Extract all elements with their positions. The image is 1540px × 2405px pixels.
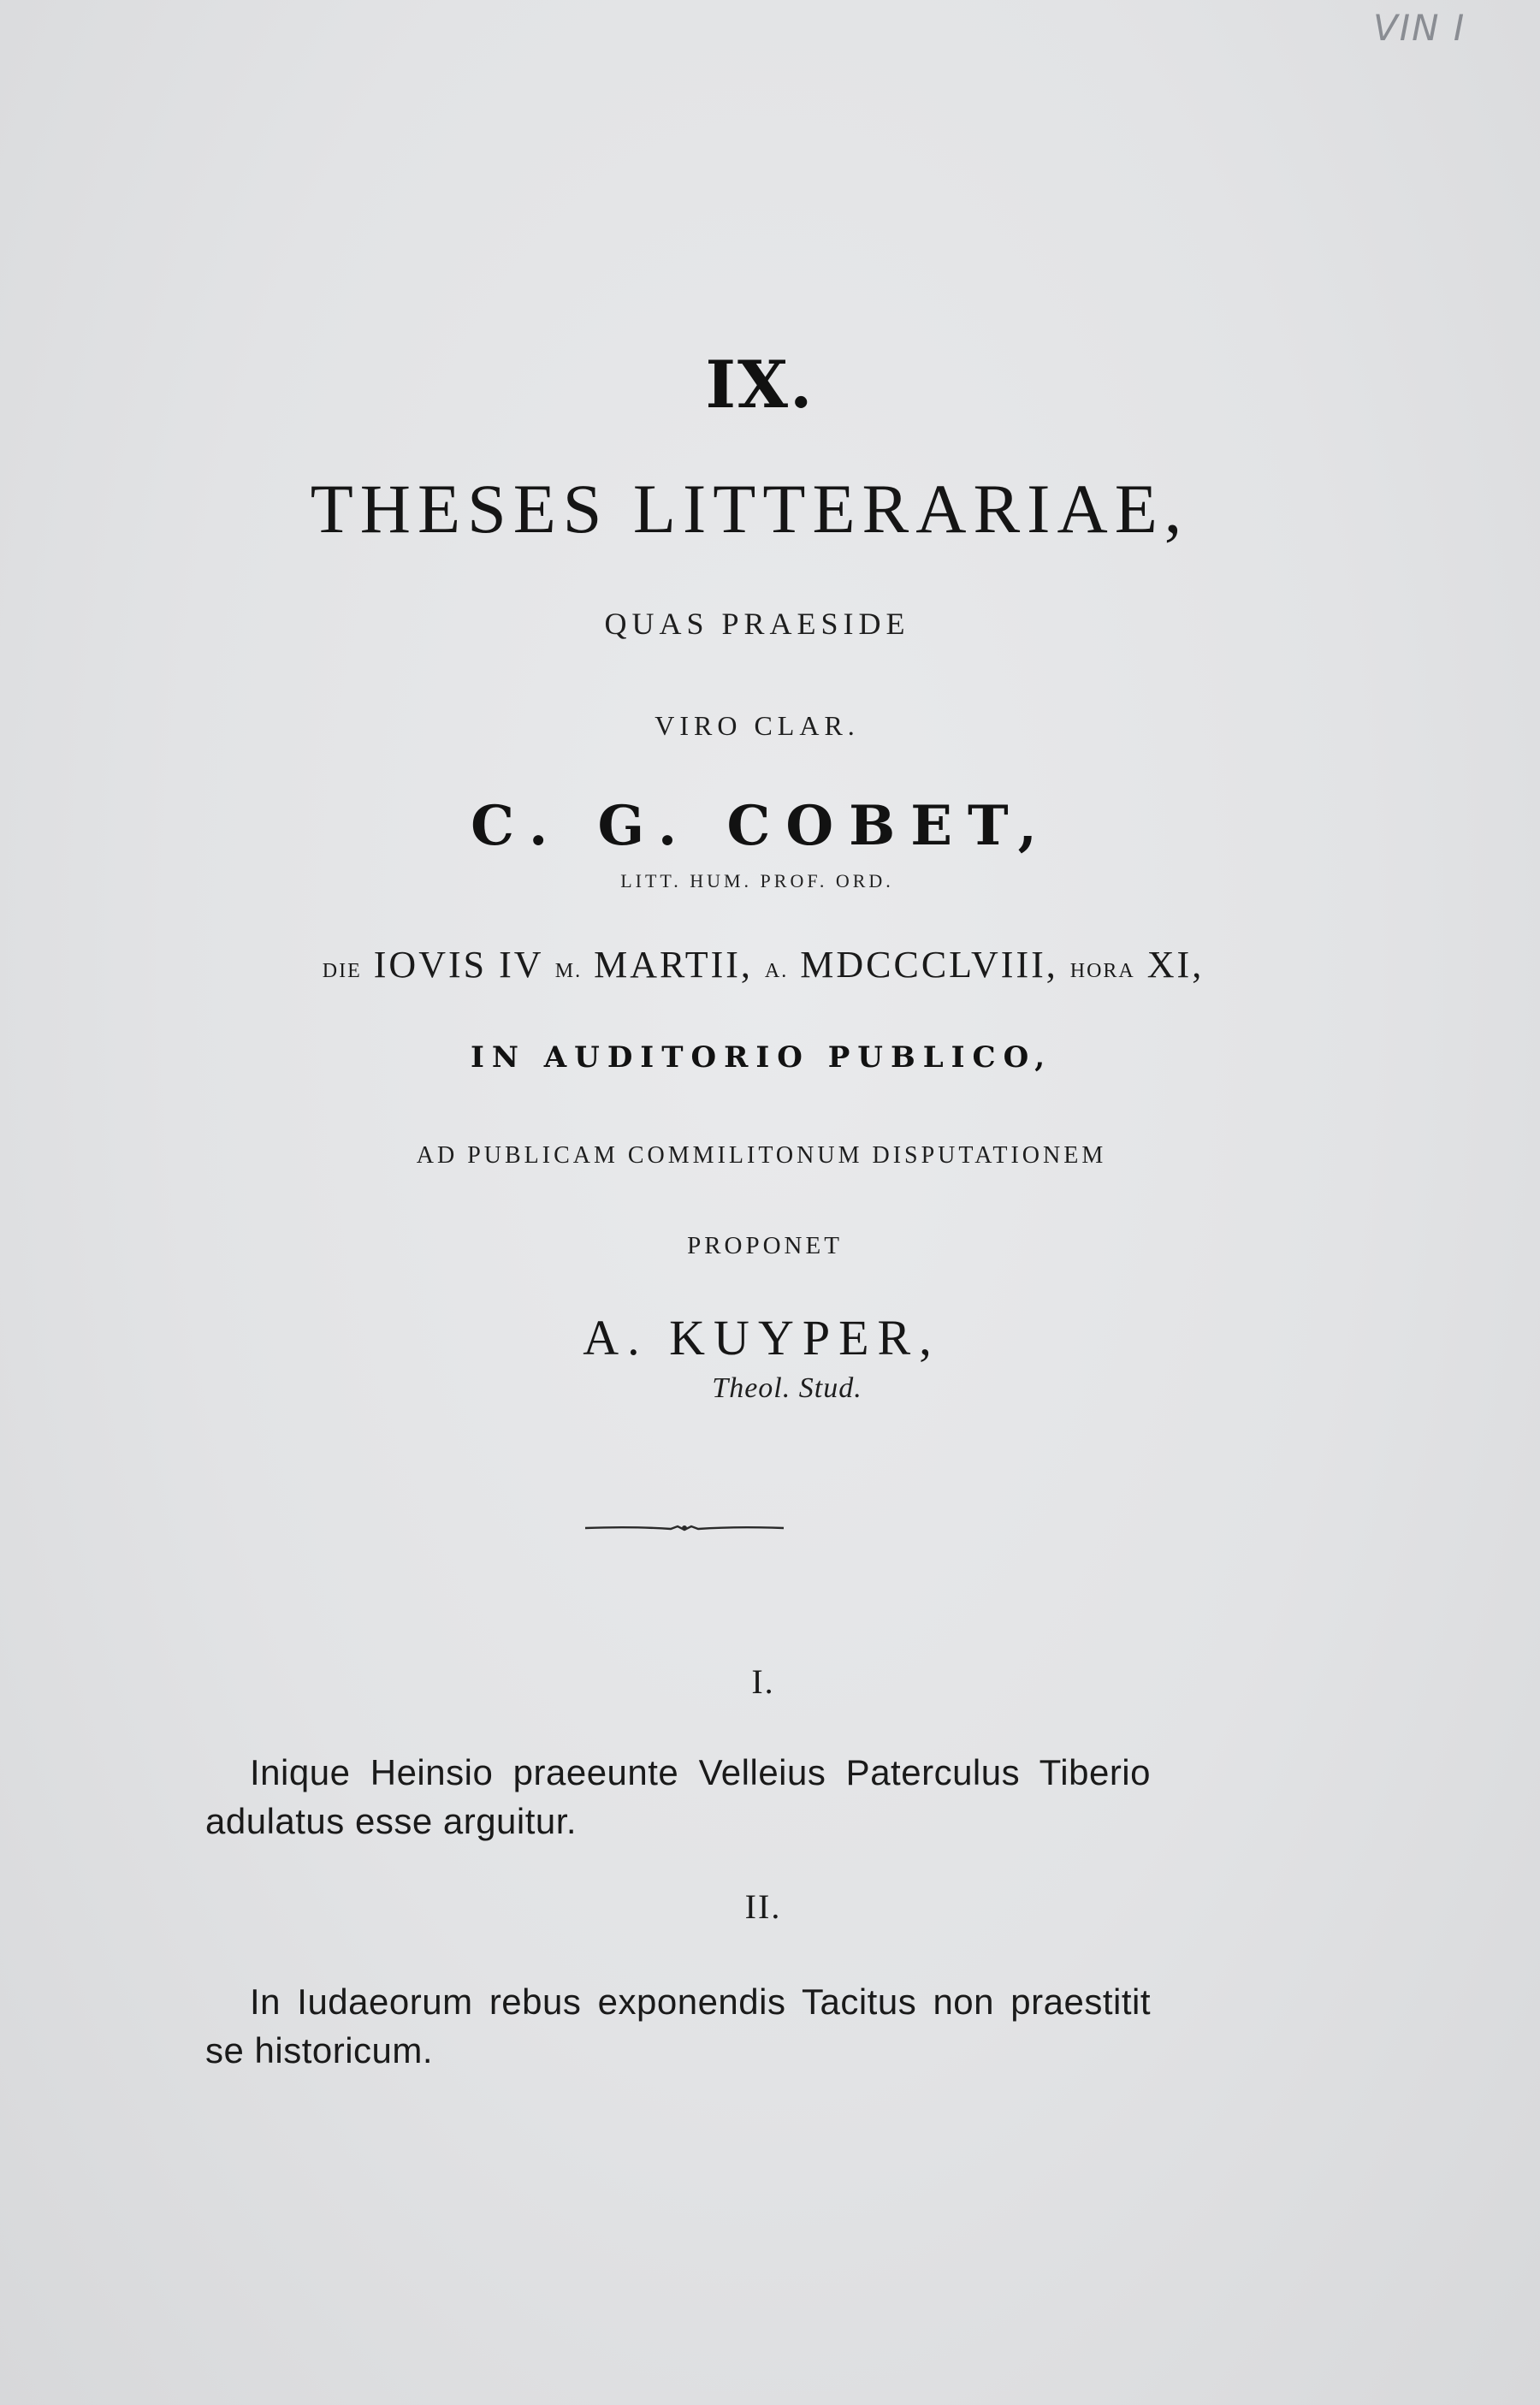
- thesis-text-1-content: Inique Heinsio praeeunte Velleius Paterculus Tiberio adulatus esse arguitur.: [205, 1752, 1151, 1841]
- respondent-title: Theol. Stud.: [712, 1372, 862, 1404]
- thesis-text-2: [205, 1977, 1151, 2075]
- date-hour: XI,: [1146, 944, 1205, 986]
- date-line: [0, 943, 1533, 986]
- date-martii: MARTII,: [594, 944, 753, 986]
- date-iovis: IOVIS IV: [373, 944, 543, 986]
- thesis-number-2: II.: [744, 1887, 782, 1926]
- line-viro-clar: VIRO CLAR.: [654, 710, 860, 741]
- thesis-set-number: IX.: [705, 347, 814, 423]
- date-die: DIE: [322, 960, 362, 982]
- line-quas-praeside: QUAS PRAESIDE: [604, 607, 910, 641]
- president-name: C. G. COBET,: [471, 794, 1052, 858]
- date-m: M.: [554, 960, 583, 982]
- thesis-number-1: I.: [751, 1662, 775, 1701]
- date-a: A.: [764, 960, 789, 982]
- respondent-name: A. KUYPER,: [583, 1310, 940, 1365]
- thesis-text-1: [205, 1748, 1151, 1845]
- thesis-text-2-content: In Iudaeorum rebus exponendis Tacitus non praestitit se historicum.: [205, 1981, 1151, 2070]
- page-title: THESES LITTERARIAE,: [310, 470, 1189, 548]
- ornament-divider: [582, 1519, 787, 1536]
- president-title: LITT. HUM. PROF. ORD.: [620, 870, 894, 892]
- handwritten-shelf-mark: VIN I: [1373, 7, 1466, 49]
- line-in-auditorio: IN AUDITORIO PUBLICO,: [470, 1040, 1053, 1075]
- line-proponet: PROPONET: [687, 1232, 843, 1259]
- line-ad-publicam: AD PUBLICAM COMMILITONUM DISPUTATIONEM: [416, 1142, 1107, 1169]
- date-hora: HORA: [1069, 960, 1135, 982]
- date-year: MDCCCLVIII,: [800, 944, 1058, 986]
